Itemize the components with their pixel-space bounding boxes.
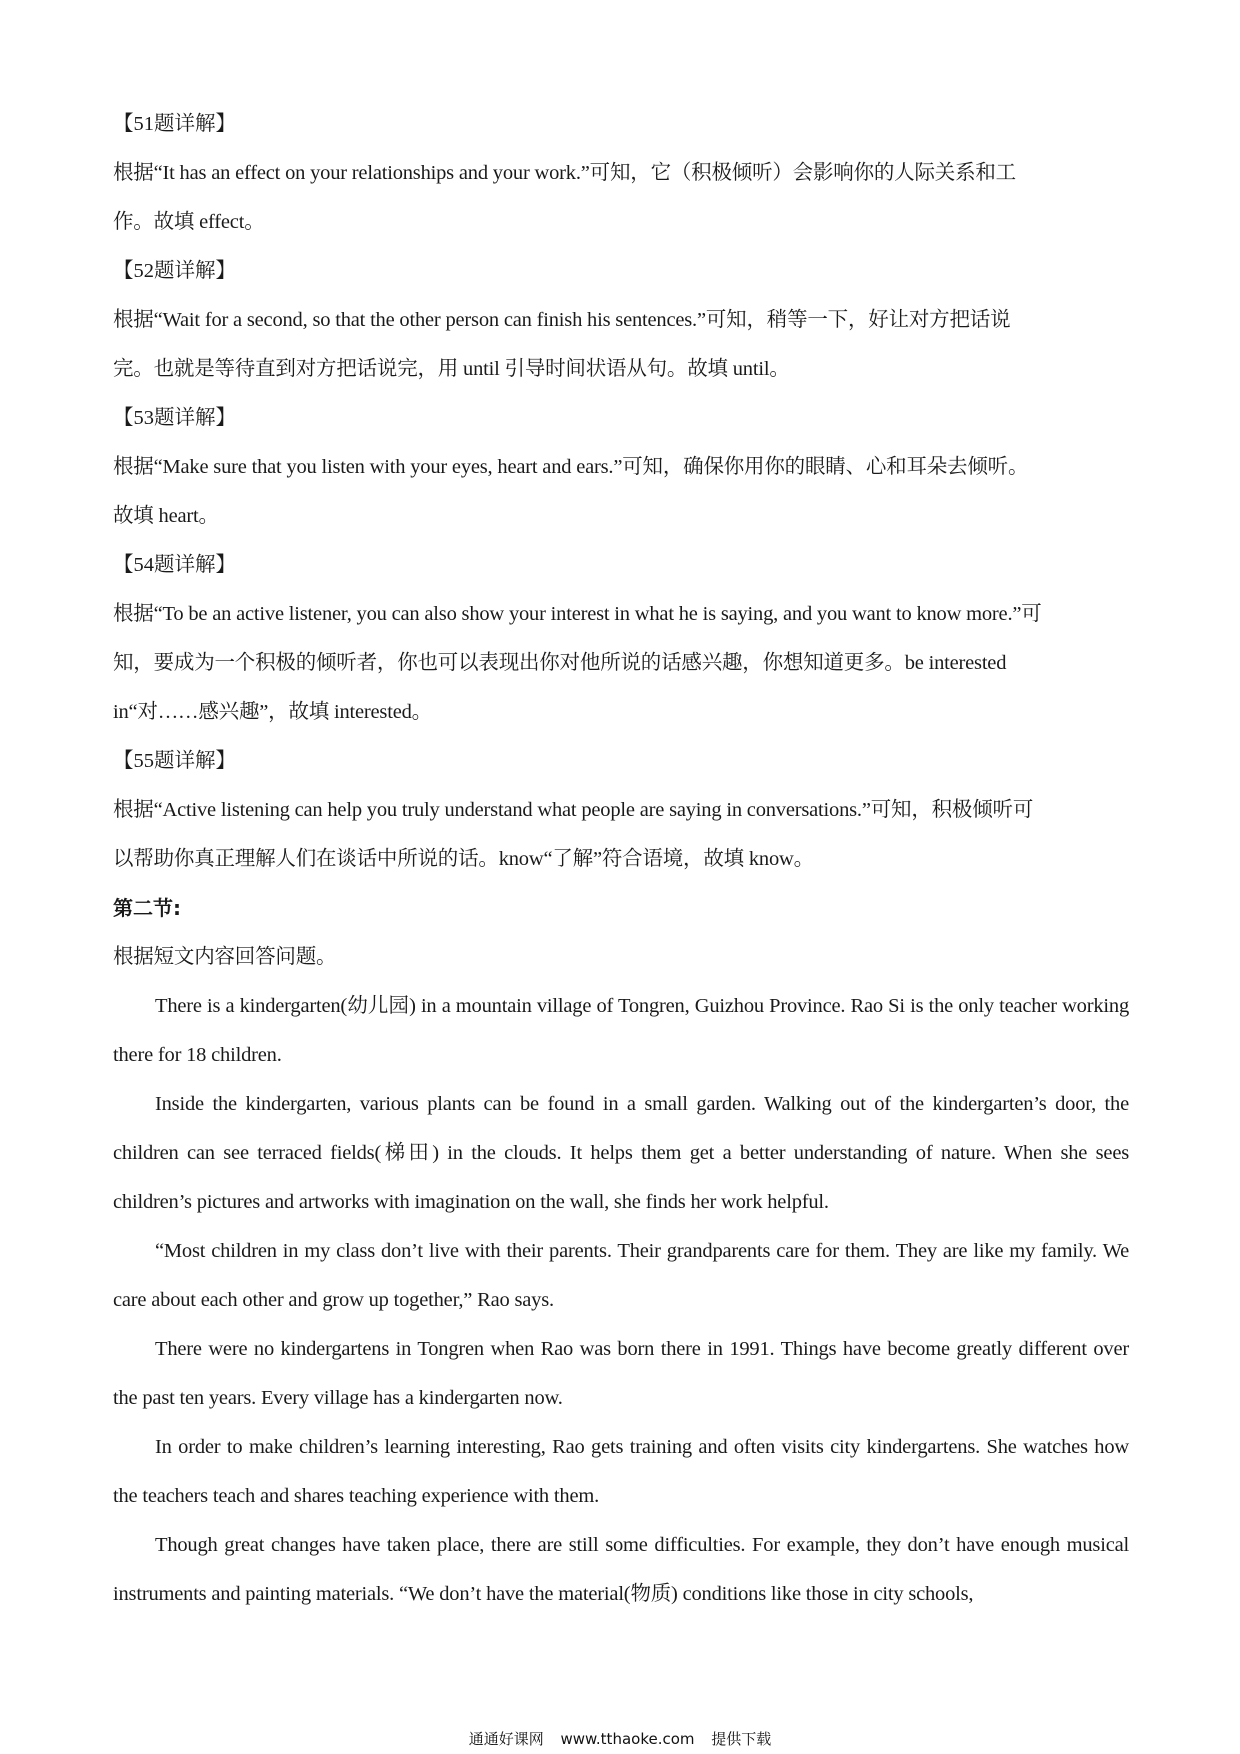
- footer-note: 提供下载: [711, 1730, 772, 1748]
- footer-url[interactable]: www.tthaoke.com: [560, 1730, 695, 1748]
- explanation-55: [113, 737, 1129, 884]
- passage-paragraph: There is a kindergarten(幼儿园) in a mountain village of Tongren, Guizhou Province. Rao Si is the only teacher working there for 18 children.: [113, 995, 1129, 1066]
- explanation-line: 根据“Make sure that you listen with your eyes, heart and ears.”可知，确保你用你的眼睛、心和耳朵去倾听。: [113, 456, 1029, 478]
- explanation-heading: 【53题详解】: [113, 407, 236, 429]
- footer-site-name: 通通好课网: [468, 1730, 544, 1748]
- explanation-51: [113, 100, 1129, 247]
- explanation-line: 根据“To be an active listener, you can also show your interest in what he is saying, and you want to know more.”可: [113, 603, 1042, 625]
- explanation-heading: 【55题详解】: [113, 750, 236, 772]
- reading-passage: [113, 982, 1129, 1619]
- instruction-text: 根据短文内容回答问题。: [113, 946, 337, 968]
- passage-paragraph: There were no kindergartens in Tongren when Rao was born there in 1991. Things have become greatly different over the past ten years. Every village has a kindergarten now.: [113, 1338, 1129, 1409]
- explanation-line: 作。故填 effect。: [113, 211, 265, 233]
- explanation-heading: 【51题详解】: [113, 113, 236, 135]
- explanation-54: [113, 541, 1129, 737]
- explanation-line: 完。也就是等待直到对方把话说完，用 until 引导时间状语从句。故填 until。: [113, 358, 790, 380]
- explanation-line: 根据“It has an effect on your relationships and your work.”可知，它（积极倾听）会影响你的人际关系和工: [113, 162, 1016, 184]
- passage-paragraph: Inside the kindergarten, various plants can be found in a small garden. Walking out of the kindergarten’s door, the children can see terraced fields(梯田) in the clouds. It helps them get a better understanding of nature. When she sees children’s pictures and artworks with imagination on the wall, she finds her work helpful.: [113, 1093, 1129, 1213]
- passage-paragraph: In order to make children’s learning interesting, Rao gets training and often visits city kindergartens. She watches how the teachers teach and shares teaching experience with them.: [113, 1436, 1129, 1507]
- explanation-heading: 【52题详解】: [113, 260, 236, 282]
- document-page: [113, 100, 1129, 1619]
- explanation-line: 以帮助你真正理解人们在谈话中所说的话。know“了解”符合语境，故填 know。: [113, 848, 814, 870]
- explanation-53: [113, 394, 1129, 541]
- passage-paragraph: “Most children in my class don’t live with their parents. Their grandparents care for them. They are like my family. We care about each other and grow up together,” Rao says.: [113, 1240, 1129, 1311]
- passage-paragraph: Though great changes have taken place, there are still some difficulties. For example, they don’t have enough musical instruments and painting materials. “We don’t have the material(物质) conditions like those in city schools,: [113, 1534, 1129, 1605]
- page-footer: [0, 1728, 1240, 1749]
- section-title: 第二节:: [113, 896, 181, 920]
- explanation-heading: 【54题详解】: [113, 554, 236, 576]
- explanation-line: 根据“Wait for a second, so that the other person can finish his sentences.”可知，稍等一下，好让对方把话说: [113, 309, 1011, 331]
- explanation-52: [113, 247, 1129, 394]
- explanation-line: 根据“Active listening can help you truly understand what people are saying in conversations.”可知，积极倾听可: [113, 799, 1034, 821]
- explanation-line: 故填 heart。: [113, 505, 219, 527]
- explanation-line: in“对……感兴趣”，故填 interested。: [113, 701, 432, 723]
- explanation-line: 知，要成为一个积极的倾听者，你也可以表现出你对他所说的话感兴趣，你想知道更多。be interested: [113, 652, 1007, 674]
